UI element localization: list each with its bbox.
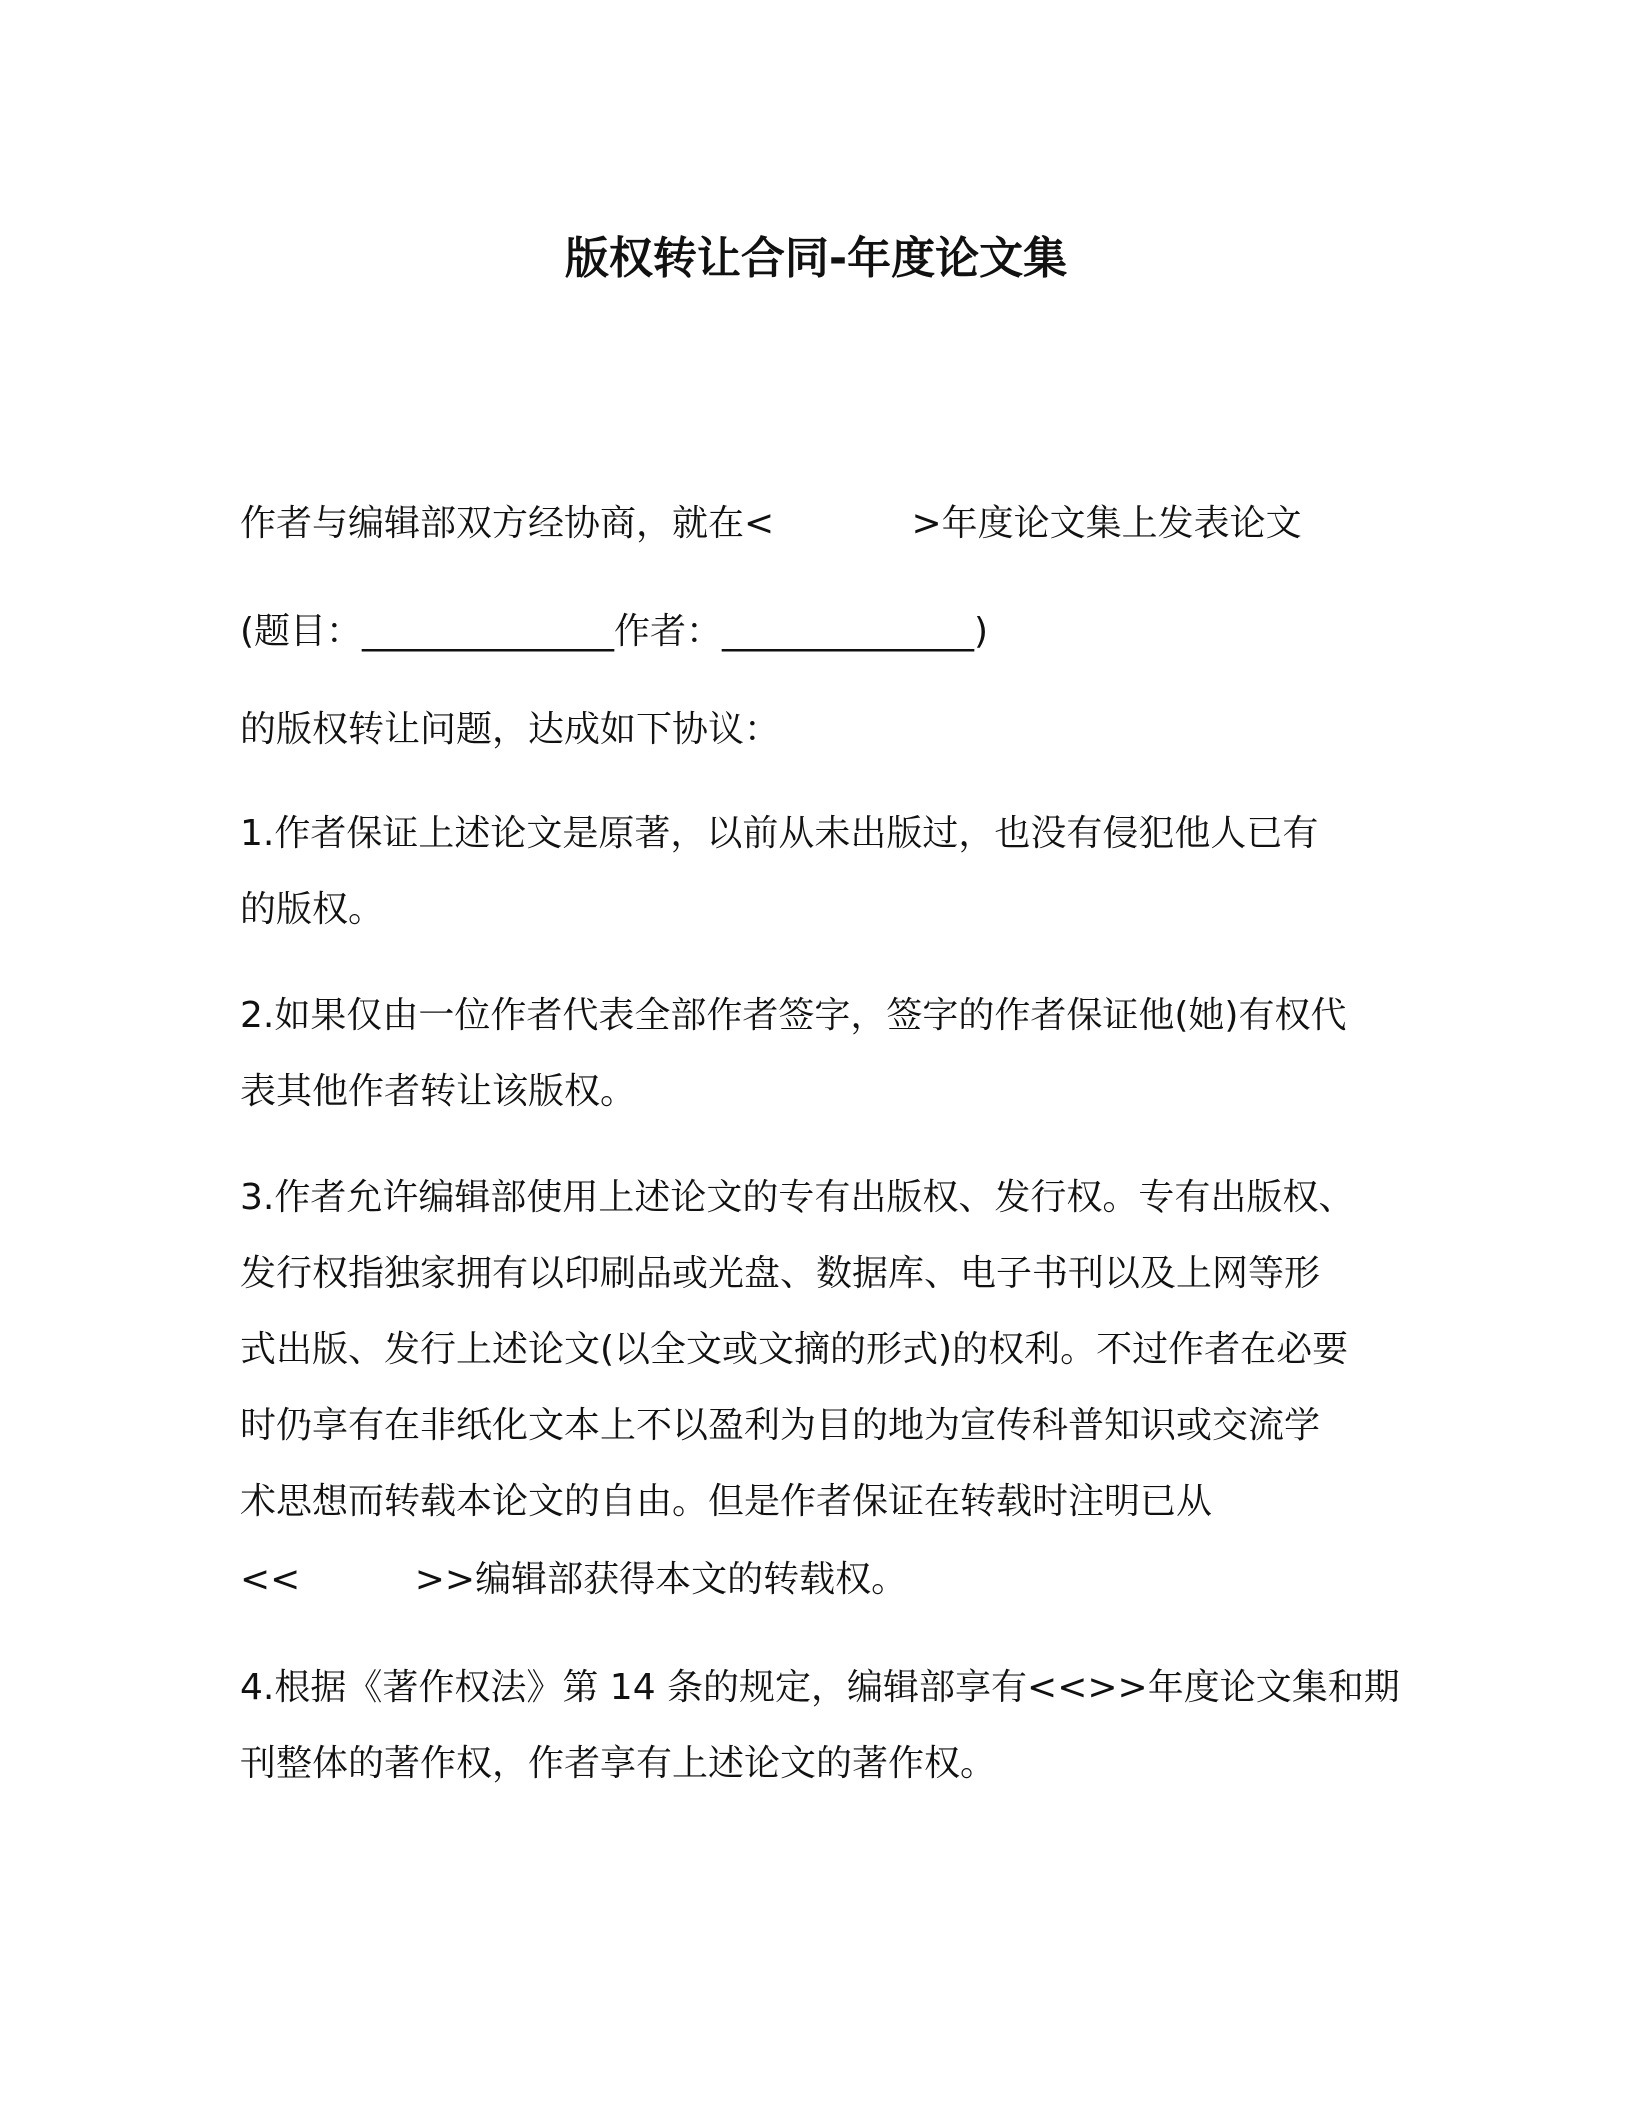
intro-line-1: 作者与编辑部双方经协商，就在< >年度论文集上发表论文 bbox=[240, 503, 1302, 544]
clause-3-line-5: 术思想而转载本论文的自由。但是作者保证在转载时注明已从 bbox=[240, 1481, 1213, 1522]
clause-4-line-2: 刊整体的著作权，作者享有上述论文的著作权。 bbox=[240, 1743, 997, 1784]
clause-1-line-2: 的版权。 bbox=[240, 889, 385, 930]
clause-2-line-2: 表其他作者转让该版权。 bbox=[240, 1071, 637, 1112]
clause-4-line-1: 4.根据《著作权法》第 14 条的规定，编辑部享有<<>>年度论文集和期 bbox=[240, 1667, 1400, 1708]
clause-1-line-1: 1.作者保证上述论文是原著，以前从未出版过，也没有侵犯他人已有 bbox=[240, 813, 1319, 854]
intro-line-2: (题目：______________作者：______________) bbox=[240, 611, 989, 652]
intro-line-3: 的版权转让问题，达成如下协议： bbox=[240, 709, 781, 750]
clause-3-line-4: 时仍享有在非纸化文本上不以盈利为目的地为宣传科普知识或交流学 bbox=[240, 1405, 1321, 1446]
clause-3-line-2: 发行权指独家拥有以印刷品或光盘、数据库、电子书刊以及上网等形 bbox=[240, 1253, 1321, 1294]
document-title: 版权转让合同-年度论文集 bbox=[564, 233, 1068, 284]
clause-3-line-3: 式出版、发行上述论文(以全文或文摘的形式)的权利。不过作者在必要 bbox=[240, 1329, 1349, 1370]
clause-3-line-1: 3.作者允许编辑部使用上述论文的专有出版权、发行权。专有出版权、 bbox=[240, 1177, 1355, 1218]
clause-2-line-1: 2.如果仅由一位作者代表全部作者签字，签字的作者保证他(她)有权代 bbox=[240, 995, 1347, 1036]
clause-3-line-6: << >>编辑部获得本文的转载权。 bbox=[240, 1559, 908, 1600]
